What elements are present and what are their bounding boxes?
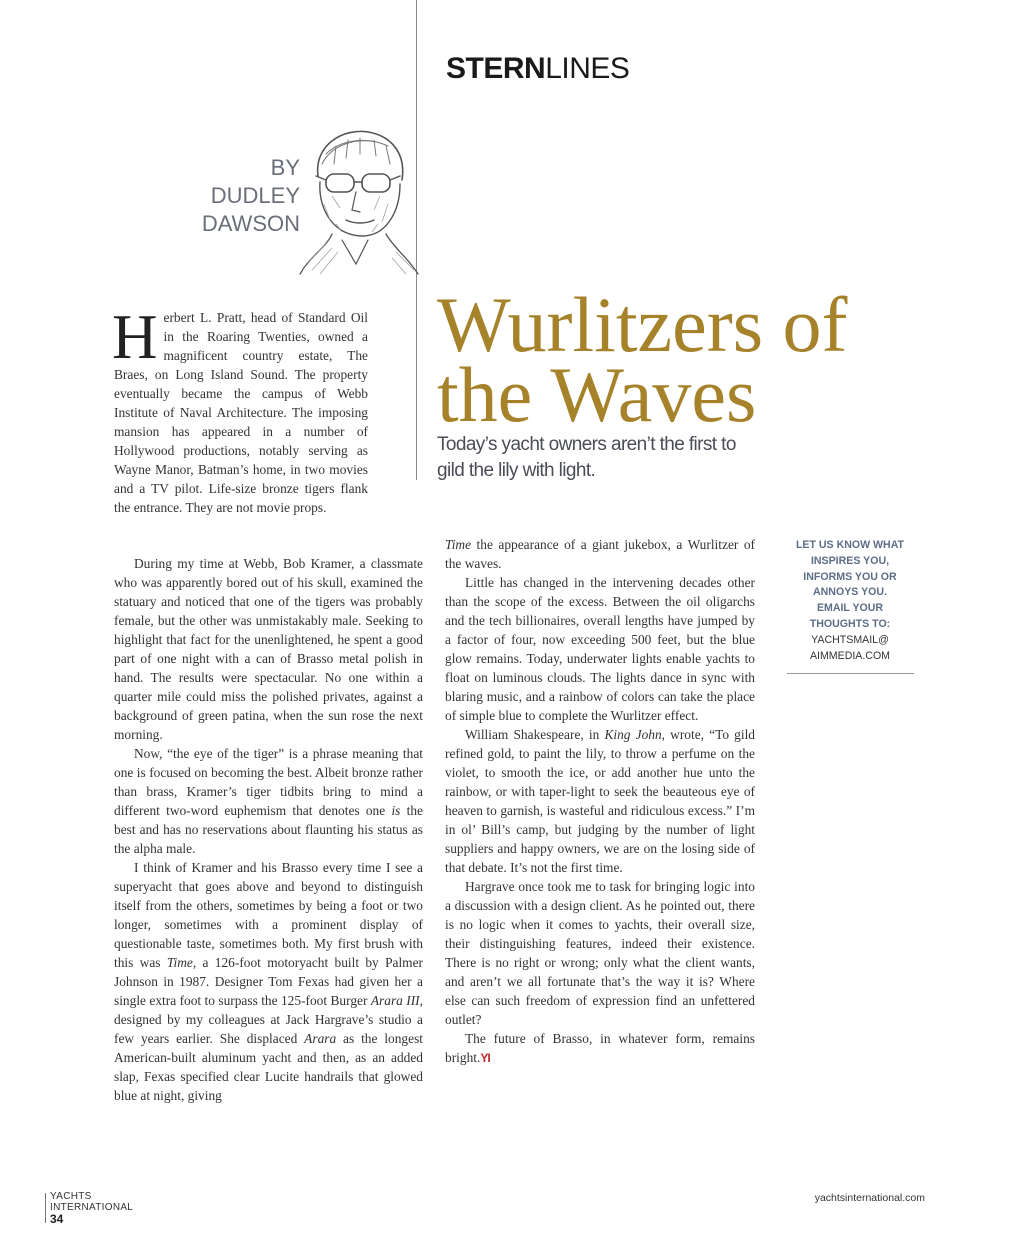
footer-bracket xyxy=(45,1193,46,1223)
contact-line5: EMAIL YOUR xyxy=(816,602,884,615)
contact-line2: INSPIRES YOU, xyxy=(810,554,890,567)
reader-contact-box xyxy=(787,538,913,664)
contact-line6: THOUGHTS TO: xyxy=(809,617,891,630)
page-number: 34 xyxy=(50,1212,64,1226)
paragraph-8: The future of Brasso, in whatever form, remains bright.YI xyxy=(445,1031,755,1065)
contact-email-line1[interactable]: YACHTSMAIL@ xyxy=(811,633,889,646)
headline-line2: the Waves xyxy=(437,351,757,438)
article-headline xyxy=(437,281,897,438)
paragraph-5: Little has changed in the intervening decades other than the scope of the excess. Between the oil oligarchs and the tech billionaires, overall lengths have jumped by a factor of four, now exceeding 500 feet, but the blue glow remains. Today, underwater lights enable yachts to float on luminous clouds. The lights dance in sync with blaring music, and a rainbow of colors can take the place of simple blue to complete the Wurlitzer effect. xyxy=(445,575,755,723)
contact-email-line2[interactable]: AIMMEDIA.COM xyxy=(809,649,891,662)
footer-publication: YACHTS INTERNATIONAL xyxy=(50,1191,134,1213)
byline xyxy=(180,154,300,238)
dek-line1: Today’s yacht owners aren’t the first to xyxy=(437,434,736,455)
byline-line1: BY DUDLEY xyxy=(210,155,300,208)
paragraph-4-continued: Time the appearance of a giant jukebox, a Wurlitzer of the waves. xyxy=(445,537,755,571)
drop-cap: H xyxy=(112,302,158,372)
article-dek xyxy=(437,432,797,484)
contact-line3: INFORMS YOU OR xyxy=(803,570,897,583)
paragraph-3: Now, “the eye of the tiger” is a phrase meaning that one is focused on becoming the best. Albeit bronze rather than brass, Kramer’s tiger tidbits bring to mind a different two-word euphemism that denotes one is the best and has no reservations about flaunting his status as the alpha male. xyxy=(114,746,423,856)
paragraph-4: I think of Kramer and his Brasso every time I see a superyacht that goes above and beyond to distinguish itself from the others, sometimes by being a foot or two longer, sometimes with a prominent display of questionable taste, sometimes both. My first brush with this was Time, a 126-foot motoryacht built by Palmer Johnson in 1987. Designer Tom Fexas had given her a single extra foot to surpass the 125-foot Burger Arara III, designed by my colleagues at Jack Hargrave’s studio a few years earlier. She displaced Arara as the longest American-built aluminum yacht and then, as an added slap, Fexas specified clear Lucite handrails that glowed blue at night, giving xyxy=(114,860,423,1103)
end-mark-logo: YI xyxy=(480,1051,490,1065)
byline-line2: DAWSON xyxy=(201,211,300,236)
contact-line4: ANNOYS YOU. xyxy=(813,586,887,599)
footer-website-link[interactable]: yachtsinternational.com xyxy=(814,1192,925,1204)
paragraph-1: erbert L. Pratt, head of Standard Oil in the Roaring Twenties, owned a magnificent country estate, The Braes, on Long Island Sound. The property eventually became the campus of Webb Institute of Naval Architecture. The imposing mansion has appeared in a number of Hollywood productions, notably serving as Wayne Manor, Batman’s home, in two movies and a TV pilot. Life-size bronze tigers flank the entrance. They are not movie props. xyxy=(114,310,368,515)
article-column-2 xyxy=(445,535,755,1068)
dek-line2: gild the lily with light. xyxy=(437,460,596,481)
article-column-1 xyxy=(114,554,423,1105)
paragraph-2: During my time at Webb, Bob Kramer, a classmate who was apparently bored out of his skull, examined the statuary and noticed that one of the tigers was probably female, but the other was unmistakably male. Seeking to highlight that fact for the unenlightened, he spent a good part of one night with a can of Brasso metal polish in hand. The results were spectacular. No one within a quarter mile could miss the polished privates, against a background of green patina, when the sun rose the next morning. xyxy=(114,556,423,742)
paragraph-6: William Shakespeare, in King John, wrote, “To gild refined gold, to paint the lily, to throw a perfume on the violet, to smooth the ice, or add another hue unto the rainbow, or with taper-light to seek the beauteous eye of heaven to garnish, is wasteful and ridiculous excess.” I’m in ol’ Bill’s camp, but judging by the number of light suppliers and happy owners, we are on the losing side of that debate. It’s not the first time. xyxy=(445,727,755,875)
section-title: STERNLINES xyxy=(446,52,630,85)
article-intro xyxy=(112,302,368,517)
headline-line1: Wurlitzers of xyxy=(437,281,848,368)
paragraph-7: Hargrave once took me to task for bringing logic into a discussion with a design client. As he pointed out, there is no logic when it comes to yachts, their overall size, their distinguishing features, indeed their existence. There is no right or wrong; only what the client wants, and aren’t we all fortunate that’s the way it is? Where else can such freedom of expression find an unfettered outlet? xyxy=(445,879,755,1027)
contact-divider xyxy=(787,673,914,674)
contact-line1: LET US KNOW WHAT xyxy=(795,539,905,551)
author-portrait-sketch xyxy=(296,124,420,276)
